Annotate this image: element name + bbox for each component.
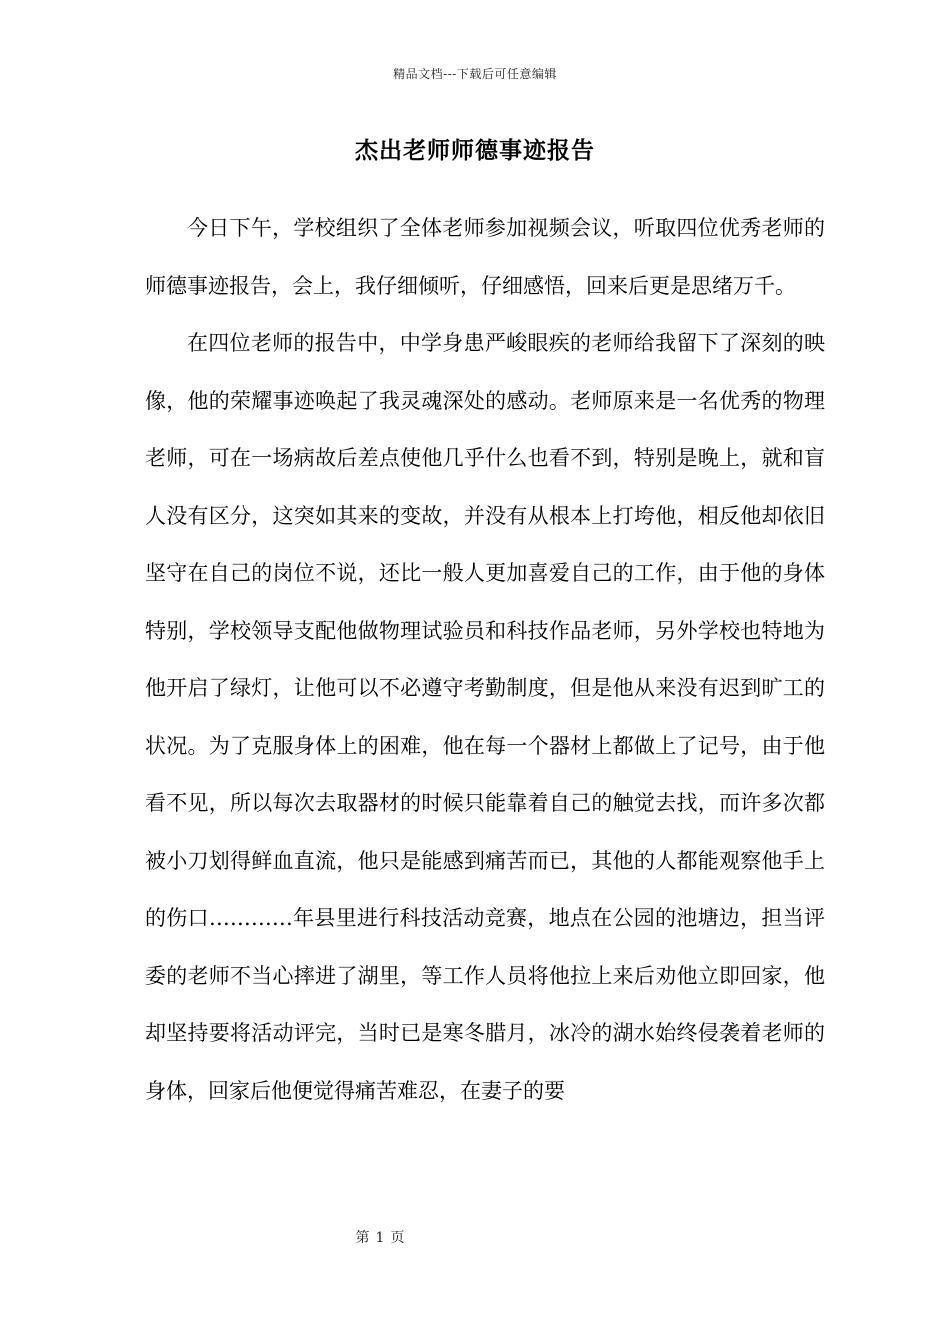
page-label-prefix: 第: [355, 1230, 370, 1246]
paragraph-2: 在四位老师的报告中，中学身患严峻眼疾的老师给我留下了深刻的映像，他的荣耀事迹唤起了我灵魂深处的感动。老师原来是一名优秀的物理老师，可在一场病故后差点使他几乎什么也看不到，特别是晚上，就和盲人没有区分，这突如其来的变故，并没有从根本上打垮他，相反他却依旧坚守在自己的岗位不说，还比一般人更加喜爱自己的工作，由于他的身体特别，学校领导支配他做物理试验员和科技作品老师，另外学校也特地为他开启了绿灯，让他可以不必遵守考勤制度，但是他从来没有迟到旷工的状况。为了克服身体上的困难，他在每一个器材上都做上了记号，由于他看不见，所以每次去取器材的时候只能靠着自己的触觉去找，而许多次都被小刀划得鲜血直流，他只是能感到痛苦而已，其他的人都能观察他手上的伤口…………年县里进行科技活动竞赛，地点在公园的池塘边，担当评委的老师不当心摔进了湖里，等工作人员将他拉上来后劝他立即回家，他却坚持要将活动评完，当时已是寒冬腊月，冰冷的湖水始终侵袭着老师的身体，回家后他便觉得痛苦难忍，在妻子的要: [145, 331, 825, 1103]
paragraph-1: 今日下午，学校组织了全体老师参加视频会议，听取四位优秀老师的师德事迹报告，会上，我仔细倾听，仔细感悟，回来后更是思绪万千。: [145, 216, 825, 298]
document-body: [145, 200, 825, 1120]
page-footer: [0, 1228, 760, 1248]
page-label-suffix: 页: [390, 1230, 405, 1246]
document-title: 杰出老师师德事迹报告: [355, 137, 595, 164]
running-header: 精品文档---下载后可任意编辑: [393, 67, 557, 81]
page-number: 1: [375, 1230, 385, 1246]
